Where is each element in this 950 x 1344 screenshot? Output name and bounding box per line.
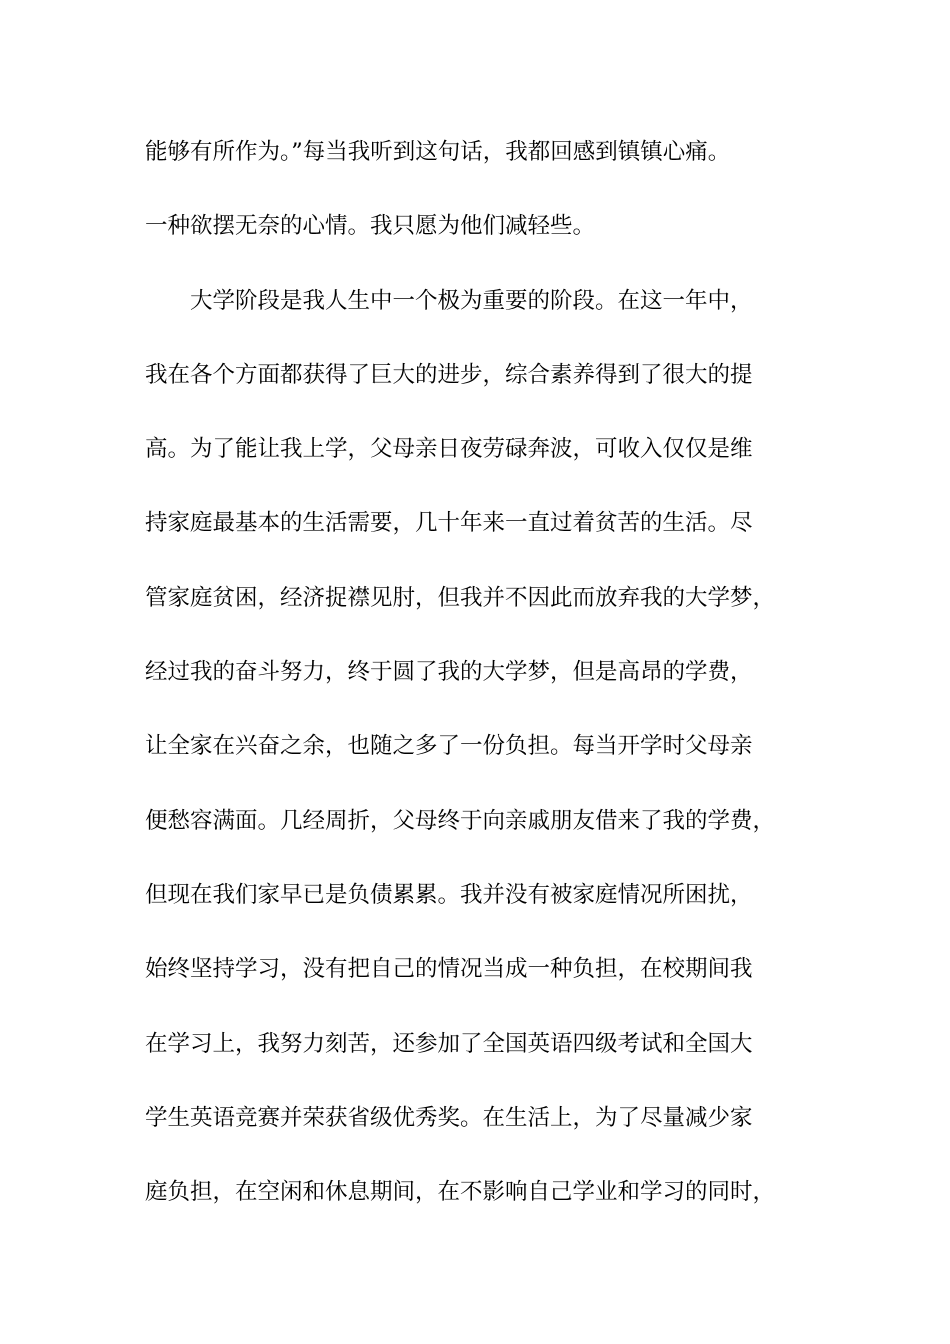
text-line: 经过我的奋斗努力，终于圆了我的大学梦，但是高昂的学费，: [145, 659, 753, 686]
text-line: 一种欲摆无奈的心情。我只愿为他们减轻些。: [145, 213, 596, 240]
text-line: 但现在我们家早已是负债累累。我并没有被家庭情况所困扰，: [145, 881, 753, 908]
text-line: 能够有所作为。”每当我听到这句话，我都回感到镇镇心痛。: [145, 139, 731, 165]
text-line: 高。为了能让我上学，父母亲日夜劳碌奔波，可收入仅仅是维: [145, 436, 753, 463]
text-line: 便愁容满面。几经周折，父母终于向亲戚朋友借来了我的学费，: [145, 807, 776, 834]
text-line: 让全家在兴奋之余，也随之多了一份负担。每当开学时父母亲: [145, 733, 753, 760]
paragraph-first-line: 大学阶段是我人生中一个极为重要的阶段。在这一年中，: [190, 287, 753, 314]
document-body: [145, 128, 825, 1242]
text-line: 管家庭贫困，经济捉襟见肘，但我并不因此而放弃我的大学梦，: [145, 584, 776, 611]
text-line: 我在各个方面都获得了巨大的进步，综合素养得到了很大的提: [145, 361, 753, 388]
text-line: 在学习上，我努力刻苦，还参加了全国英语四级考试和全国大: [145, 1030, 753, 1057]
text-line: 庭负担，在空闲和休息期间，在不影响自己学业和学习的同时，: [145, 1179, 776, 1206]
text-line: 学生英语竞赛并荣获省级优秀奖。在生活上，为了尽量减少家: [145, 1104, 753, 1131]
text-line: 始终坚持学习，没有把自己的情况当成一种负担，在校期间我: [145, 956, 753, 983]
text-line: 持家庭最基本的生活需要，几十年来一直过着贫苦的生活。尽: [145, 510, 753, 537]
